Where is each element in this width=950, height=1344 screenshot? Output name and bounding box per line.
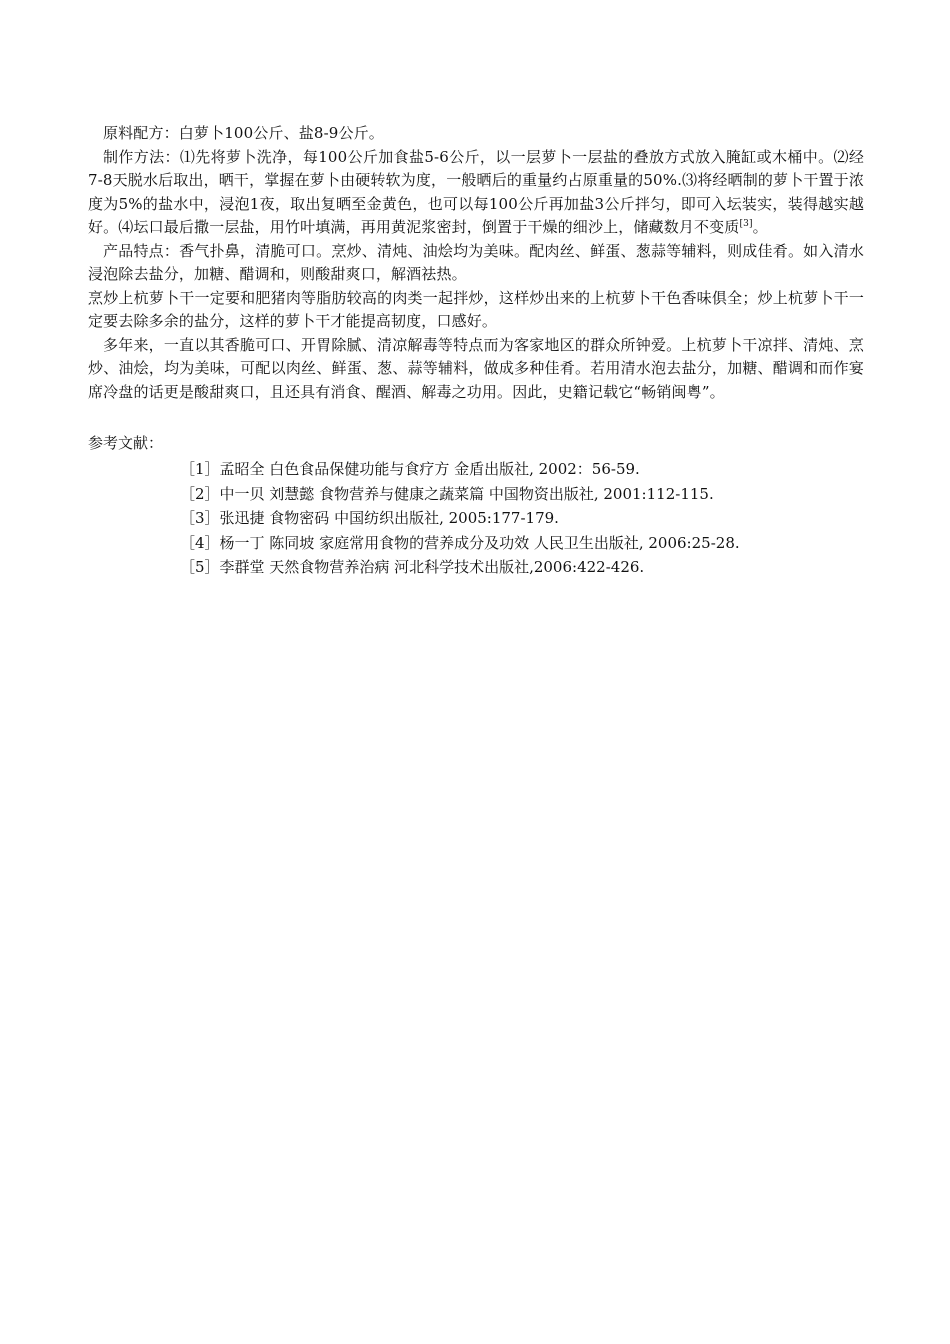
- reference-item-2: ［2］中一贝 刘慧懿 食物营养与健康之蔬菜篇 中国物资出版社, 2001:112-115.: [180, 484, 714, 503]
- paragraph-formula: 原料配方：白萝卜100公斤、盐8-9公斤。: [103, 124, 384, 142]
- reference-item-1: ［1］孟昭全 白色食品保健功能与食疗方 金盾出版社, 2002：56-59.: [180, 460, 640, 478]
- references-heading: 参考文献：: [88, 434, 164, 452]
- paragraph-features: 产品特点：香气扑鼻，清脆可口。烹炒、清炖、油烩均为美味。配肉丝、鲜蛋、葱蒜等辅料，则成佳肴。如入清水浸泡除去盐分，加糖、醋调和，则酸甜爽口，解酒祛热。: [88, 241, 864, 283]
- reference-item-4: ［4］杨一丁 陈同坡 家庭常用食物的营养成分及功效 人民卫生出版社, 2006:25-28.: [180, 533, 740, 552]
- paragraph-method: [88, 146, 864, 240]
- reference-list: [180, 457, 864, 580]
- paragraph-history: 多年来，一直以其香脆可口、开胃除腻、清凉解毒等特点而为客家地区的群众所钟爱。上杭萝卜干凉拌、清炖、烹炒、油烩，均为美味，可配以肉丝、鲜蛋、葱、蒜等辅料，做成多种佳肴。若用清水泡去盐分，加糖、醋调和而作宴席冷盘的话更是酸甜爽口，且还具有消食、醒酒、解毒之功用。因此，史籍记载它“畅销闽粤”。: [88, 335, 864, 401]
- citation-superscript: [3]: [739, 219, 753, 229]
- paragraph-method-tail: 。: [752, 218, 768, 236]
- reference-item-5: ［5］李群堂 天然食物营养治病 河北科学技术出版社,2006:422-426.: [180, 558, 645, 576]
- paragraph-method-text: 制作方法：⑴先将萝卜洗净，每100公斤加食盐5-6公斤，以一层萝卜一层盐的叠放方式放入腌缸或木桶中。⑵经7-8天脱水后取出，晒干，掌握在萝卜由硬转软为度，一般晒后的重量约占原重量的50%.⑶将经晒制的萝卜干置于浓度为5%的盐水中，浸泡1夜，取出复晒至金黄色，也可以每100公斤再加盐3公斤拌匀，即可入坛装实，装得越实越好。⑷坛口最后撒一层盐，用竹叶填满，再用黄泥浆密封，倒置于干燥的细沙上，储藏数月不变质: [88, 147, 864, 236]
- reference-item-3: ［3］张迅捷 食物密码 中国纺织出版社, 2005:177-179.: [180, 509, 559, 527]
- paragraph-cooking: 烹炒上杭萝卜干一定要和肥猪肉等脂肪较高的肉类一起拌炒，这样炒出来的上杭萝卜干色香味俱全；炒上杭萝卜干一定要去除多余的盐分，这样的萝卜干才能提高韧度，口感好。: [88, 288, 864, 330]
- document-page: [88, 122, 864, 580]
